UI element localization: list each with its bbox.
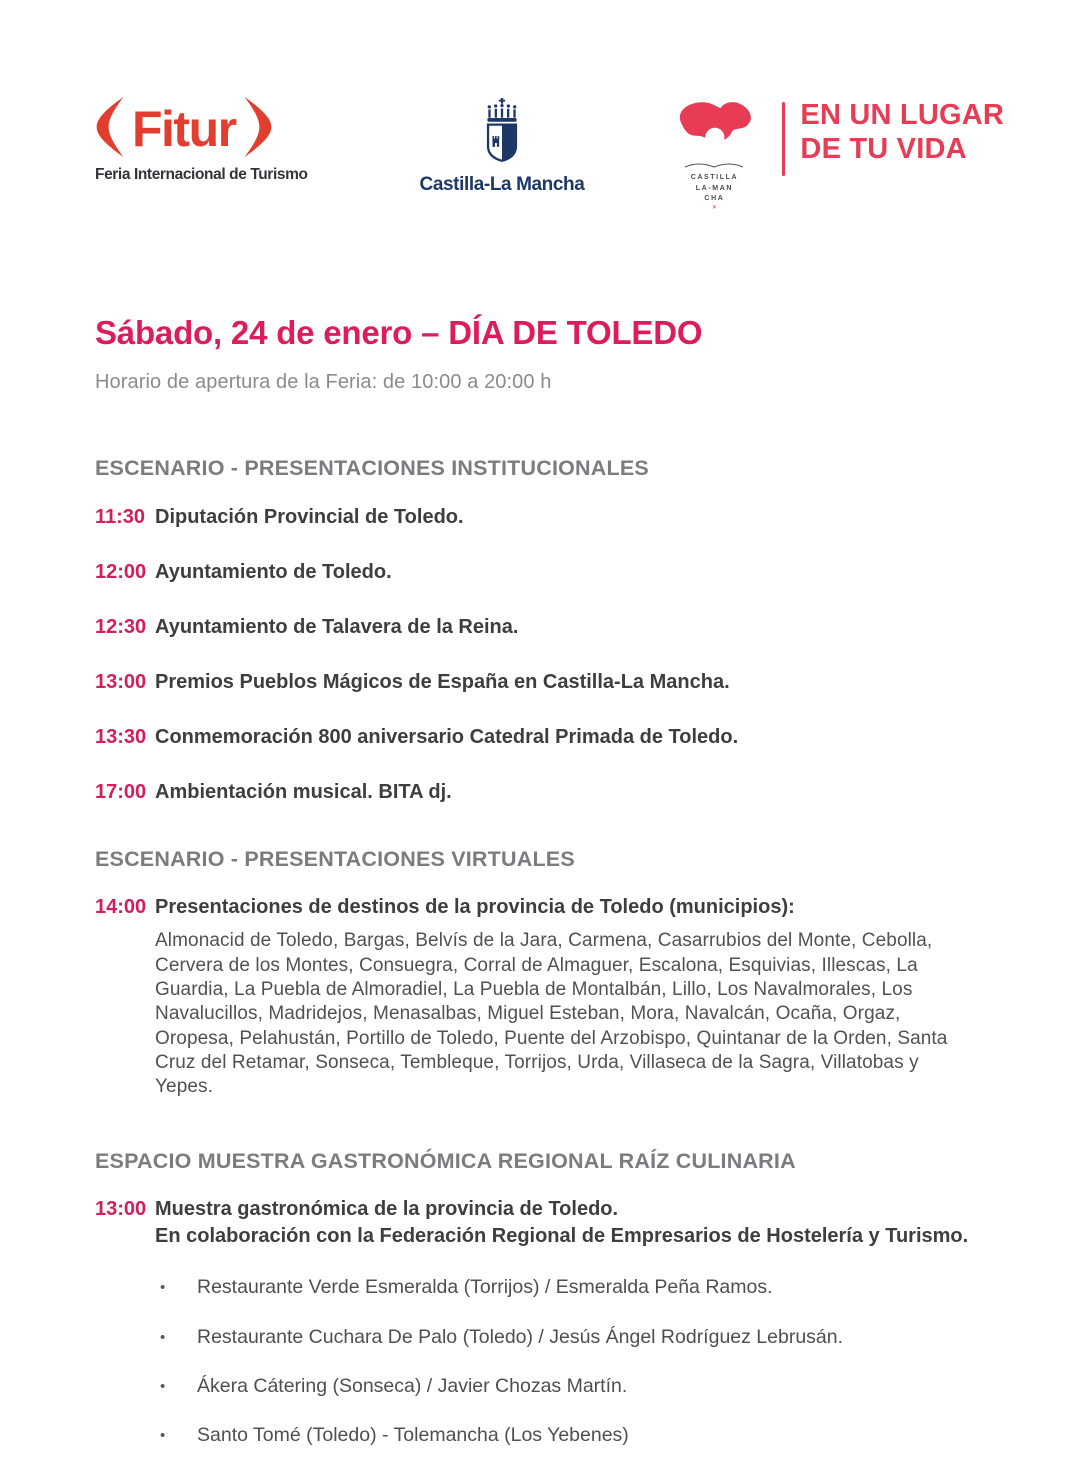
list-item — [95, 1424, 985, 1447]
item-text-line2: En colaboración con la Federación Regional de Empresarios de Hostelería y Turismo. — [155, 1225, 969, 1248]
bullet-icon: • — [160, 1427, 166, 1445]
schedule-item — [95, 669, 985, 696]
schedule-item — [95, 1196, 985, 1250]
restaurant-entry: Ákera Cátering (Sonseca) / Javier Chozas Martín. — [197, 1375, 628, 1397]
item-time: 17:00 — [95, 780, 147, 803]
schedule-list — [95, 894, 985, 1099]
castilla-la-mancha-label: Castilla-La Mancha — [419, 174, 585, 195]
fitur-wordmark: Fitur — [132, 101, 236, 157]
lugar-brand-mark — [662, 98, 766, 212]
fitur-left-bracket-icon — [95, 97, 125, 162]
bullet-icon: • — [160, 1328, 166, 1346]
lugar-small-mark: ✕ — [711, 204, 717, 211]
schedule-list — [95, 1196, 985, 1448]
lugar-slogan-line2: DE TU VIDA — [800, 132, 967, 165]
fitur-tagline: Feria Internacional de Turismo — [95, 166, 308, 183]
item-time: 13:00 — [95, 1198, 147, 1221]
schedule-list — [95, 504, 985, 806]
en-un-lugar-de-tu-vida-logo — [662, 98, 1004, 212]
restaurant-list — [95, 1276, 985, 1448]
list-item — [95, 1375, 985, 1398]
item-text: Ayuntamiento de Toledo. — [155, 560, 392, 583]
restaurant-entry: Restaurante Verde Esmeralda (Torrijos) / Esmeralda Peña Ramos. — [197, 1276, 773, 1299]
lugar-slogan-line1: EN UN LUGAR — [800, 99, 1005, 131]
castilla-la-mancha-logo — [420, 98, 585, 196]
item-text-line1: Muestra gastronómica de la provincia de Toledo. — [155, 1198, 619, 1221]
castilla-la-mancha-shield-icon — [473, 98, 531, 169]
section-heading: ESCENARIO - PRESENTACIONES INSTITUCIONALES — [95, 456, 649, 481]
item-text: Diputación Provincial de Toledo. — [155, 505, 464, 528]
item-time: 11:30 — [95, 505, 146, 528]
restaurant-entry: Restaurante Cuchara De Palo (Toledo) / Jesús Ángel Rodríguez Lebrusán. — [197, 1325, 844, 1348]
item-time: 12:30 — [95, 615, 147, 638]
list-item — [95, 1326, 985, 1349]
item-text: Conmemoración 800 aniversario Catedral Primada de Toledo. — [155, 725, 739, 748]
list-item — [95, 1276, 985, 1299]
schedule-item — [95, 894, 985, 921]
bullet-icon: • — [160, 1378, 166, 1395]
page-subtitle: Horario de apertura de la Feria: de 10:00 a 20:00 h — [95, 371, 552, 394]
item-time: 14:00 — [95, 896, 147, 919]
section-muestra-gastronomica — [95, 1150, 985, 1448]
schedule-item — [95, 779, 985, 806]
page-title: Sábado, 24 de enero – DÍA DE TOLEDO — [95, 314, 703, 351]
item-time: 12:00 — [95, 560, 147, 583]
schedule-item — [95, 559, 985, 586]
section-presentaciones-institucionales — [95, 457, 985, 806]
fitur-wordmark-row — [95, 98, 308, 160]
section-heading: ESPACIO MUESTRA GASTRONÓMICA REGIONAL RAÍZ CULINARIA — [95, 1148, 796, 1173]
item-time: 13:30 — [95, 725, 147, 748]
item-time: 13:00 — [95, 670, 147, 693]
lugar-swash-line-icon — [683, 155, 745, 173]
section-presentaciones-virtuales — [95, 848, 985, 1100]
schedule-item — [95, 614, 985, 641]
item-text: Ayuntamiento de Talavera de la Reina. — [155, 615, 519, 638]
schedule-item — [95, 724, 985, 751]
item-text: Presentaciones de destinos de la provincia de Toledo (municipios): — [155, 896, 795, 919]
lugar-divider — [782, 102, 785, 176]
municipios-list: Almonacid de Toledo, Bargas, Belvís de la Jara, Carmena, Casarrubios del Monte, Cebolla, Cervera de los Montes, Consuegra, Corral de Almaguer, Escalona, Esquivias, Illescas, La Guardia, La Puebla de Almoradiel, La Puebla de Montalbán, Lillo, Los Navalmorales, Los Navalucillos, Madridejos, Menasalbas, Miguel Esteban, Mora, Navalcán, Ocaña, Orgaz, Oropesa, Pelahustán, Portillo de Toledo, Puente del Arzobispo, Quintanar de la Orden, Santa Cruz del Retamar, Sonseca, Tembleque, Torrijos, Urda, Villaseca de la Sagra, Villatobas y Yepes. — [155, 930, 948, 1098]
item-text: Premios Pueblos Mágicos de España en Castilla-La Mancha. — [155, 670, 730, 693]
section-heading: ESCENARIO - PRESENTACIONES VIRTUALES — [95, 846, 575, 871]
fitur-right-bracket-icon — [243, 97, 273, 162]
bullet-icon: • — [160, 1279, 166, 1297]
lugar-small-caption: CASTILLA LA-MAN CHA — [690, 174, 739, 202]
header-logos — [95, 0, 1005, 211]
lugar-slogan — [800, 99, 1004, 167]
schedule-item — [95, 504, 985, 531]
item-text — [155, 1196, 968, 1250]
item-text: Ambientación musical. BITA dj. — [155, 780, 452, 803]
castilla-la-mancha-brand-shape-icon — [666, 98, 762, 155]
fitur-logo — [95, 98, 308, 184]
restaurant-entry: Santo Tomé (Toledo) - Tolemancha (Los Yebenes) — [197, 1424, 629, 1447]
